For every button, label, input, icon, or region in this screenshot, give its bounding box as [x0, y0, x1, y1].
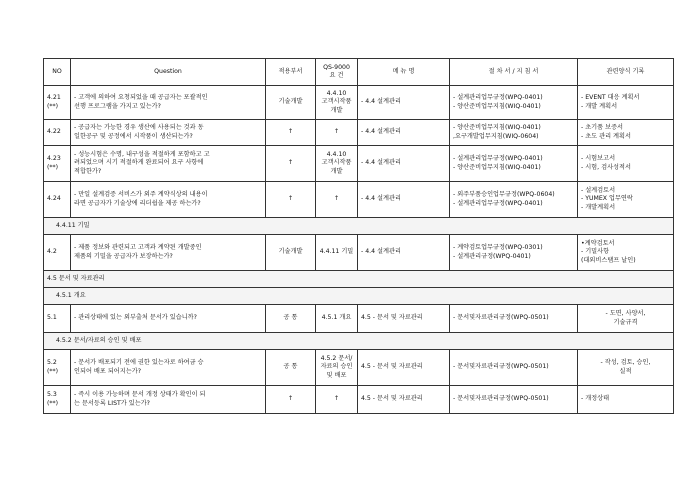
- form-line: - 기밀사항: [581, 248, 610, 256]
- form-line: - 작성, 검토, 승인,: [600, 359, 651, 367]
- question-line: 제품의 기밀을 공급자가 보장하는가?: [74, 252, 173, 260]
- procedure-line: - 양산준비업무지침(WIQ-0401): [453, 124, 541, 132]
- procedure-line: ,요구개발업무지침(WIQ-0604): [453, 132, 539, 140]
- procedure-cell: [450, 120, 578, 146]
- question-line: 인되어 배포 되어지는가?: [74, 367, 141, 375]
- procedure-cell: [450, 182, 578, 218]
- form-cell: [578, 386, 674, 414]
- procedure-line: - 설계관리규정(WPQ-0401): [453, 252, 531, 260]
- row-number-text: 4.24: [47, 195, 61, 203]
- question-line: - 관리상태에 있는 외부출처 문서가 있습니까?: [74, 314, 197, 322]
- question-cell: [71, 386, 266, 414]
- procedure-line: - 계약검토업무규정(WPQ-0301): [453, 244, 543, 252]
- qs-line: 자료의 승인: [320, 363, 353, 371]
- section-heading: 4.5 문서 및 자료관리: [44, 271, 674, 288]
- row-number-mark: (**): [47, 163, 59, 171]
- question-line: 라면 공급자가 기술상에 리더쉽을 제공 하는가?: [74, 199, 201, 207]
- row-number-mark: (**): [47, 102, 59, 110]
- procedure-line: - 양산준비업무지침(WIQ-0401): [453, 102, 541, 110]
- qs-header-line: QS-9000: [323, 63, 350, 71]
- qs-cell: ↑: [316, 182, 358, 218]
- form-line: (대외비스탬프 날인): [581, 256, 636, 264]
- qs-header-line: 요 건: [329, 72, 344, 79]
- dept-cell: ↑: [266, 146, 316, 182]
- row-number: [44, 235, 71, 271]
- section-row: [44, 333, 674, 350]
- form-line: - 초도 관리 계획서: [581, 132, 631, 140]
- row-number-mark: (**): [47, 399, 59, 407]
- dept-cell: ↑: [266, 120, 316, 146]
- question-line: - 성능시험은 수명, 내구성을 적절하게 포함하고 고: [74, 150, 210, 158]
- dept-cell: 기술개발: [266, 235, 316, 271]
- row-number: [44, 146, 71, 182]
- form-cell: [578, 146, 674, 182]
- qs-line: 고객시작품: [321, 159, 352, 167]
- form-line: - 초기품 보증서: [581, 124, 624, 132]
- col-header-procedure: 절 차 서 / 지 침 서: [450, 59, 578, 86]
- menu-cell: - 4.4 설계관리: [358, 182, 450, 218]
- col-header-qs9000: [316, 59, 358, 86]
- form-line: - 개정상태: [581, 395, 610, 403]
- row-number-text: 4.23: [47, 155, 61, 163]
- form-line: - 도면, 사양서,: [605, 310, 646, 318]
- question-line: 려되었으며 시기 적절하게 완료되어 요구 사항에: [74, 159, 204, 167]
- col-header-no: NO: [44, 59, 71, 86]
- procedure-line: - 설계관리업무규정(WPQ-0401): [453, 94, 543, 102]
- row-number: [44, 305, 71, 333]
- table-row: [44, 350, 674, 386]
- form-line: •계약검토서: [581, 239, 615, 247]
- row-number-text: 5.2: [47, 359, 57, 367]
- form-line: - 설계검토서: [581, 186, 616, 194]
- question-line: 적합한가?: [74, 167, 102, 175]
- qs-cell: 4.4.11 기밀: [316, 235, 358, 271]
- question-cell: [71, 146, 266, 182]
- form-cell: [578, 86, 674, 120]
- qs-line: 및 배포: [326, 371, 347, 379]
- section-row: [44, 271, 674, 288]
- dept-cell: ↑: [266, 182, 316, 218]
- procedure-cell: [450, 386, 578, 414]
- menu-cell: - 4.4 설계관리: [358, 120, 450, 146]
- row-number: [44, 386, 71, 414]
- header-row: [44, 59, 674, 86]
- question-line: - 즉시 이용 가능하며 문서 개정 상태가 확인이 되: [74, 391, 206, 399]
- question-cell: [71, 182, 266, 218]
- table-row: [44, 386, 674, 414]
- row-number: [44, 86, 71, 120]
- question-cell: [71, 305, 266, 333]
- form-line: - YUMEX 업무연락: [581, 195, 633, 203]
- question-line: 는 문서등록 LIST가 있는가?: [74, 399, 150, 407]
- question-line: 일한공구 및 공정에서 시작품이 생산되는가?: [74, 132, 193, 140]
- row-number-text: 4.22: [47, 128, 61, 136]
- qs-line: 개발: [330, 167, 343, 175]
- col-header-menu: 메 뉴 명: [358, 59, 450, 86]
- procedure-line: - 설계관리업무규정(WPQ-0401): [453, 199, 543, 207]
- qs-line: 4.4.10: [326, 150, 347, 158]
- qs-cell: [316, 350, 358, 386]
- qs-cell: [316, 86, 358, 120]
- procedure-line: - 문서및자료관리규정(WPQ-0501): [453, 314, 549, 322]
- table-row: [44, 86, 674, 120]
- form-line: - 개발계획서: [581, 203, 616, 211]
- row-number-text: 5.1: [47, 314, 57, 322]
- procedure-line: - 설계관리업무규정(WPQ-0401): [453, 155, 543, 163]
- table-row: [44, 235, 674, 271]
- qs-cell: 4.5.1 개요: [316, 305, 358, 333]
- checklist-table: [43, 58, 674, 414]
- question-cell: [71, 235, 266, 271]
- form-line: - EVENT 대응 계획서: [581, 94, 640, 102]
- procedure-cell: [450, 350, 578, 386]
- table-row: [44, 120, 674, 146]
- qs-line: 4.4.10: [326, 89, 347, 97]
- table-row: [44, 146, 674, 182]
- row-number-text: 4.2: [47, 248, 57, 256]
- menu-cell: - 4.4 설계관리: [358, 235, 450, 271]
- question-cell: [71, 350, 266, 386]
- procedure-line: - 문서및자료관리규정(WPQ-0501): [453, 363, 549, 371]
- col-header-question: Question: [71, 59, 266, 86]
- form-cell: [578, 120, 674, 146]
- row-number-text: 4.21: [47, 94, 61, 102]
- qs-line: 고객시작품: [321, 98, 352, 106]
- procedure-cell: [450, 146, 578, 182]
- question-line: - 문서가 배포되기 전에 권한 있는자로 하여금 승: [74, 359, 204, 367]
- procedure-cell: [450, 305, 578, 333]
- qs-line: 4.5.2 문서/: [320, 354, 353, 362]
- question-line: - 공급자는 가능한 경우 생산에 사용되는 것과 동: [74, 124, 204, 132]
- menu-cell: 4.5 - 문서 및 자료관리: [358, 386, 450, 414]
- row-number: [44, 350, 71, 386]
- form-cell: [578, 235, 674, 271]
- question-line: 선행 프로그램을 가지고 있는가?: [74, 102, 161, 110]
- section-row: [44, 288, 674, 305]
- form-cell: [578, 350, 674, 386]
- section-heading: 4.4.11 기밀: [44, 218, 674, 235]
- dept-cell: 공 통: [266, 350, 316, 386]
- table-row: [44, 182, 674, 218]
- dept-cell: 기술개발: [266, 86, 316, 120]
- procedure-cell: [450, 235, 578, 271]
- row-number: [44, 120, 71, 146]
- question-line: - 제품 정보와 관련되고 고객과 계약된 개발중인: [74, 244, 202, 252]
- section-heading: 4.5.2 문서/자료의 승인 및 배포: [44, 333, 674, 350]
- form-cell: [578, 182, 674, 218]
- menu-cell: - 4.4 설계관리: [358, 146, 450, 182]
- question-line: - 만일 설계검증 서비스가 외주 계약식상의 내용이: [74, 191, 208, 199]
- row-number-text: 5.3: [47, 391, 57, 399]
- dept-cell: 공 통: [266, 305, 316, 333]
- row-number-mark: (**): [47, 367, 59, 375]
- form-line: - 시험보고서: [581, 155, 616, 163]
- procedure-line: - 문서및자료관리규정(WPQ-0501): [453, 395, 549, 403]
- procedure-cell: [450, 86, 578, 120]
- form-line: - 시험, 검사성적서: [581, 163, 631, 171]
- procedure-line: - 외주부품승인업무규정(WPQ-0604): [453, 191, 555, 199]
- form-line: - 개발 계획서: [581, 102, 618, 110]
- qs-cell: [316, 146, 358, 182]
- dept-cell: ↑: [266, 386, 316, 414]
- menu-cell: 4.5 - 문서 및 자료관리: [358, 305, 450, 333]
- row-number: [44, 182, 71, 218]
- qs-cell: ↑: [316, 120, 358, 146]
- table-row: [44, 305, 674, 333]
- section-heading: 4.5.1 개요: [44, 288, 674, 305]
- col-header-related-forms: 관련양식 기록: [578, 59, 674, 86]
- question-line: - 고객에 의하여 요청되었을 때 공급자는 포괄적인: [74, 94, 208, 102]
- menu-cell: - 4.4 설계관리: [358, 86, 450, 120]
- form-line: 기술규격: [613, 318, 638, 326]
- col-header-dept: 적용부서: [266, 59, 316, 86]
- question-cell: [71, 120, 266, 146]
- qs-cell: ↑: [316, 386, 358, 414]
- form-cell: [578, 305, 674, 333]
- form-line: 실적: [619, 367, 632, 375]
- menu-cell: 4.5 - 문서 및 자료관리: [358, 350, 450, 386]
- question-cell: [71, 86, 266, 120]
- section-row: [44, 218, 674, 235]
- procedure-line: - 양산준비업무지침(WIQ-0401): [453, 163, 541, 171]
- qs-line: 개발: [330, 106, 343, 114]
